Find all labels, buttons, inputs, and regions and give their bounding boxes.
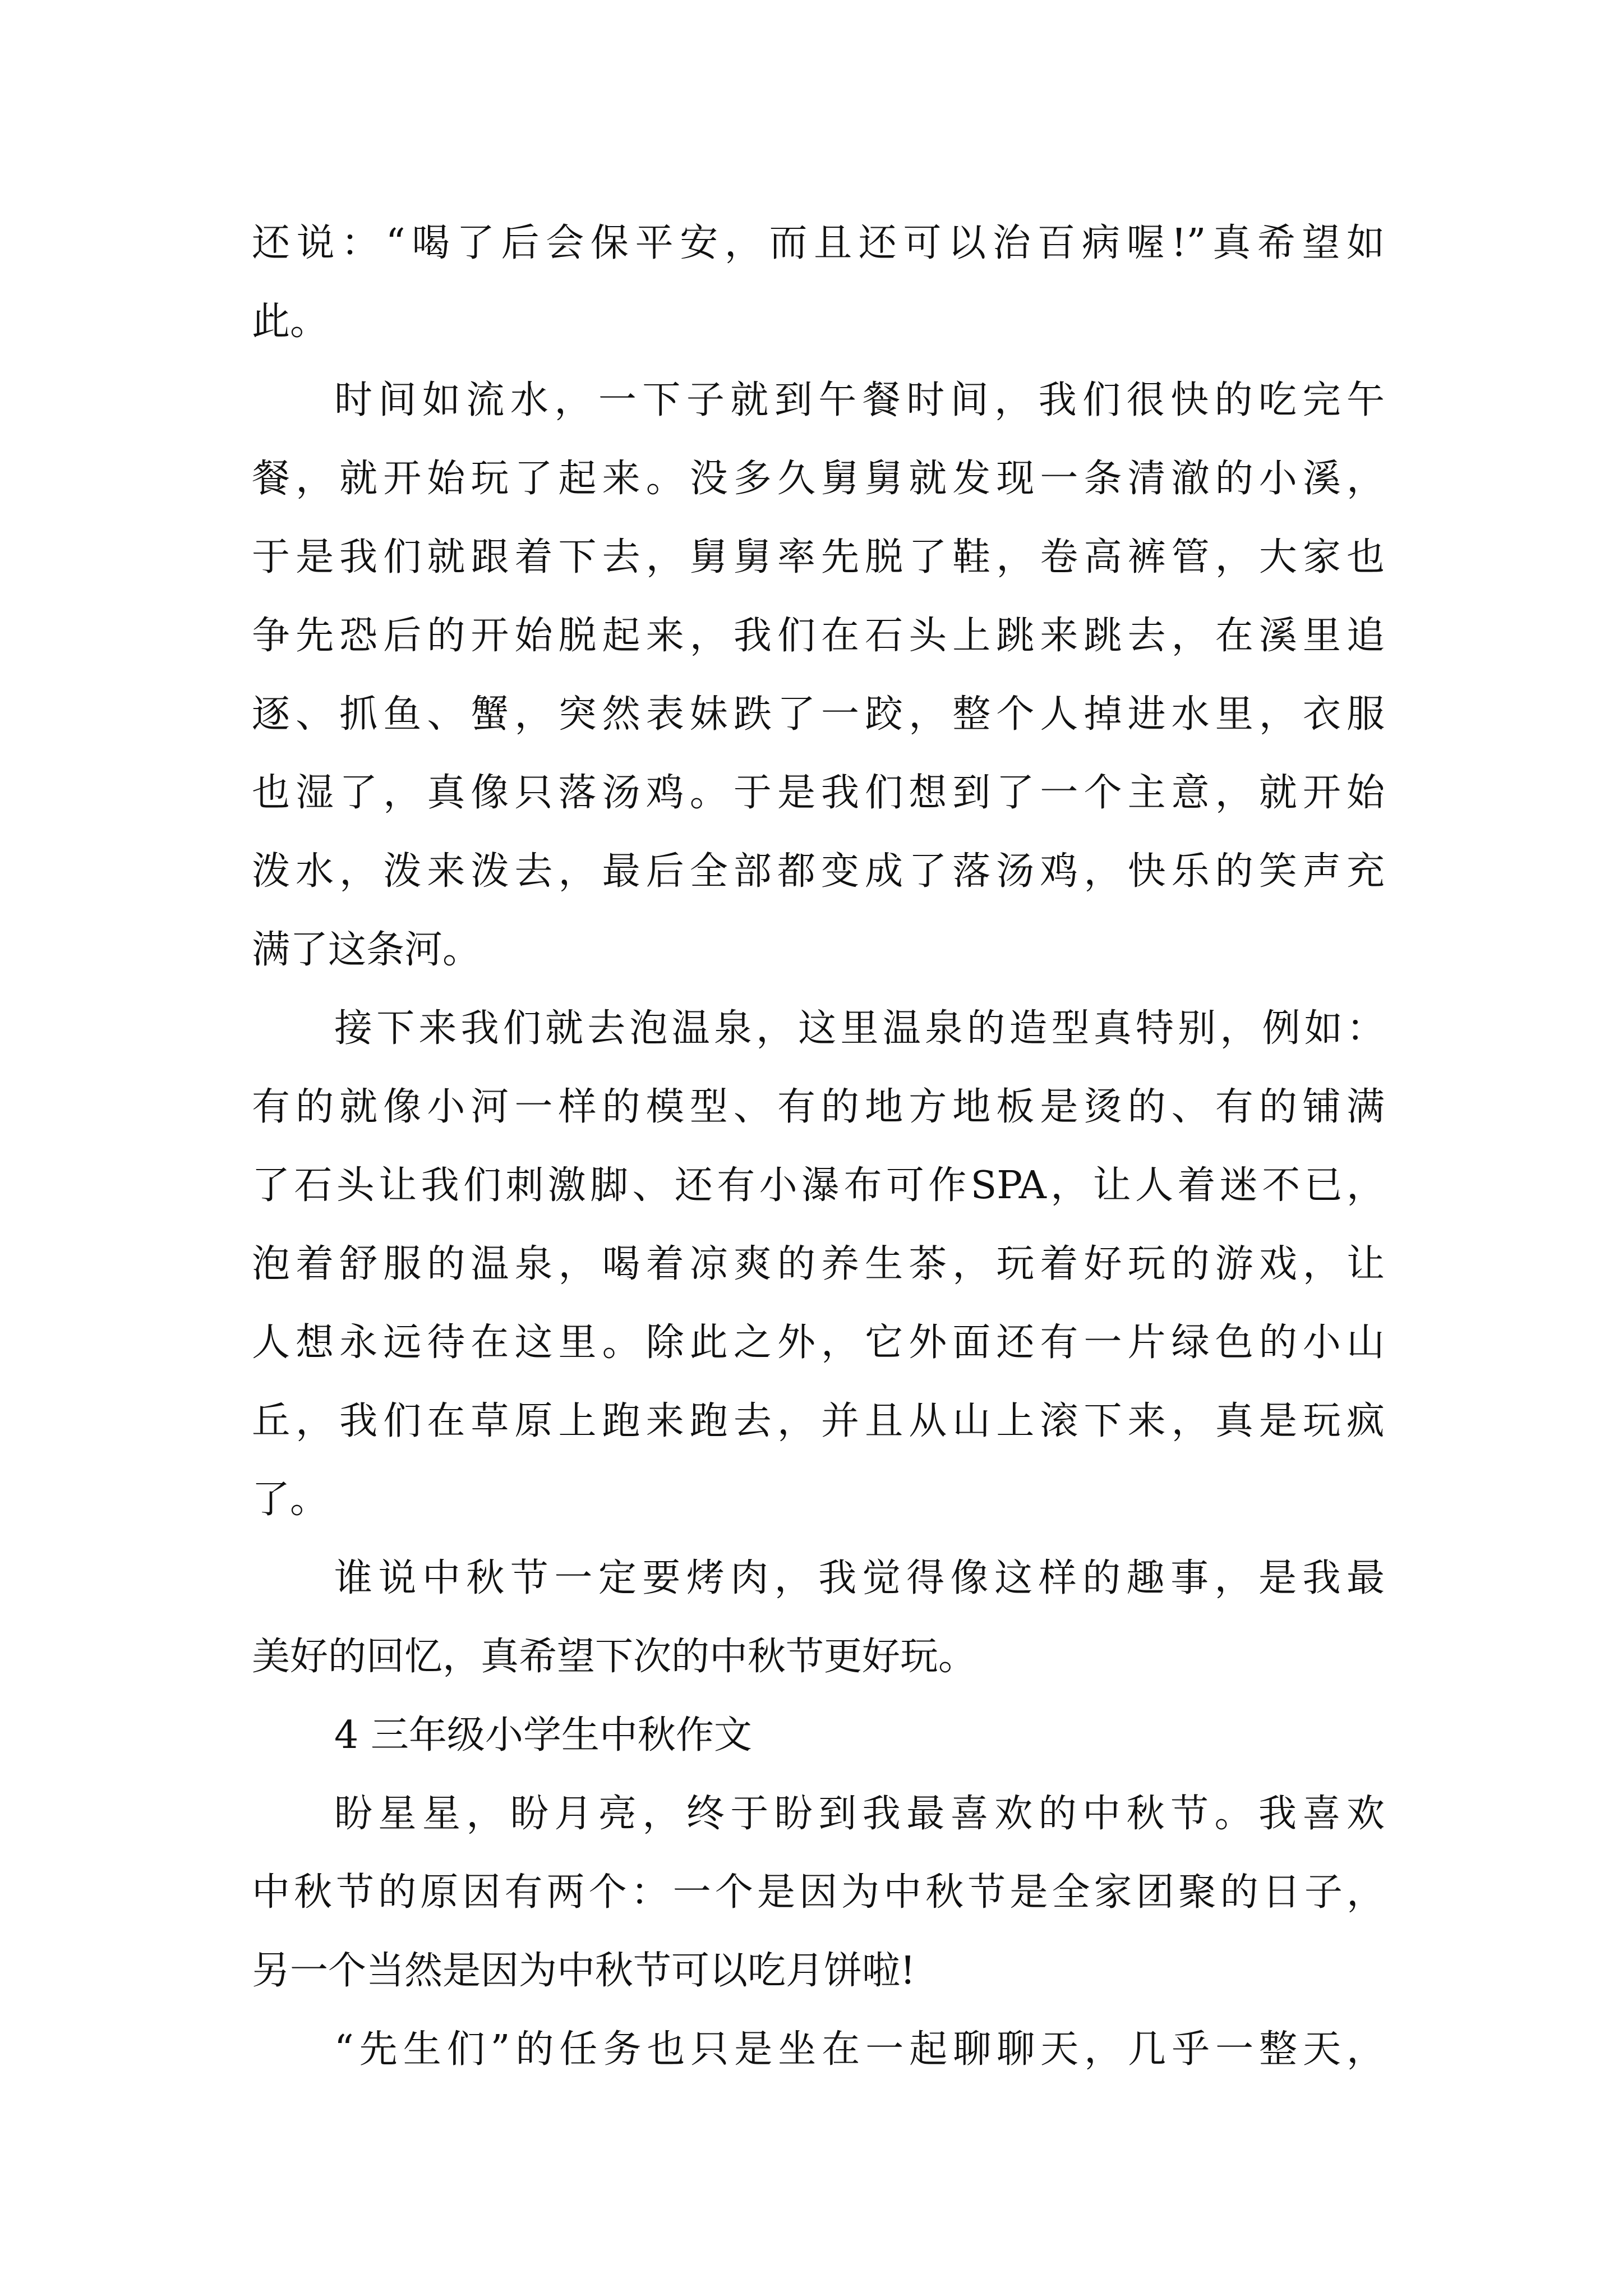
text-line: 有的就像小河一样的模型、有的地方地板是烫的、有的铺满 <box>252 1085 1385 1129</box>
text-line: 人想永远待在这里。除此之外，它外面还有一片绿色的小山 <box>252 1320 1385 1365</box>
text-line: 另一个当然是因为中秋节可以吃月饼啦! <box>252 1949 916 1993</box>
text-line: 盼星星，盼月亮，终于盼到我最喜欢的中秋节。我喜欢 <box>334 1792 1385 1836</box>
text-line: 此。 <box>252 300 329 344</box>
text-line: “先生们”的任务也只是坐在一起聊聊天，几乎一整天， <box>334 2027 1385 2072</box>
text-line: 于是我们就跟着下去，舅舅率先脱了鞋，卷高裤管，大家也 <box>252 535 1385 579</box>
text-line: 中秋节的原因有两个：一个是因为中秋节是全家团聚的日子， <box>252 1870 1385 1915</box>
text-line: 满了这条河。 <box>252 928 481 972</box>
text-line: 餐，就开始玩了起来。没多久舅舅就发现一条清澈的小溪， <box>252 457 1385 501</box>
text-line: 逐、抓鱼、蟹，突然表妹跌了一跤，整个人掉进水里，衣服 <box>252 692 1385 737</box>
text-line: 美好的回忆，真希望下次的中秋节更好玩。 <box>252 1635 977 1679</box>
text-line: 接下来我们就去泡温泉，这里温泉的造型真特别，例如： <box>334 1006 1385 1051</box>
text-line: 泡着舒服的温泉，喝着凉爽的养生茶，玩着好玩的游戏，让 <box>252 1242 1385 1286</box>
text-line: 了石头让我们刺激脚、还有小瀑布可作SPA，让人着迷不已， <box>252 1163 1385 1208</box>
text-line: 还说：“喝了后会保平安，而且还可以治百病喔!”真希望如 <box>252 221 1385 265</box>
text-line: 泼水，泼来泼去，最后全部都变成了落汤鸡，快乐的笑声充 <box>252 849 1385 894</box>
text-line: 谁说中秋节一定要烤肉，我觉得像这样的趣事，是我最 <box>334 1556 1385 1600</box>
section-heading: 4 三年级小学生中秋作文 <box>334 1713 752 1757</box>
text-line: 了。 <box>252 1478 329 1522</box>
text-line: 丘，我们在草原上跑来跑去，并且从山上滚下来，真是玩疯 <box>252 1399 1385 1443</box>
text-line: 也湿了，真像只落汤鸡。于是我们想到了一个主意，就开始 <box>252 771 1385 815</box>
text-line: 争先恐后的开始脱起来，我们在石头上跳来跳去，在溪里追 <box>252 614 1385 658</box>
text-line: 时间如流水，一下子就到午餐时间，我们很快的吃完午 <box>334 378 1385 422</box>
